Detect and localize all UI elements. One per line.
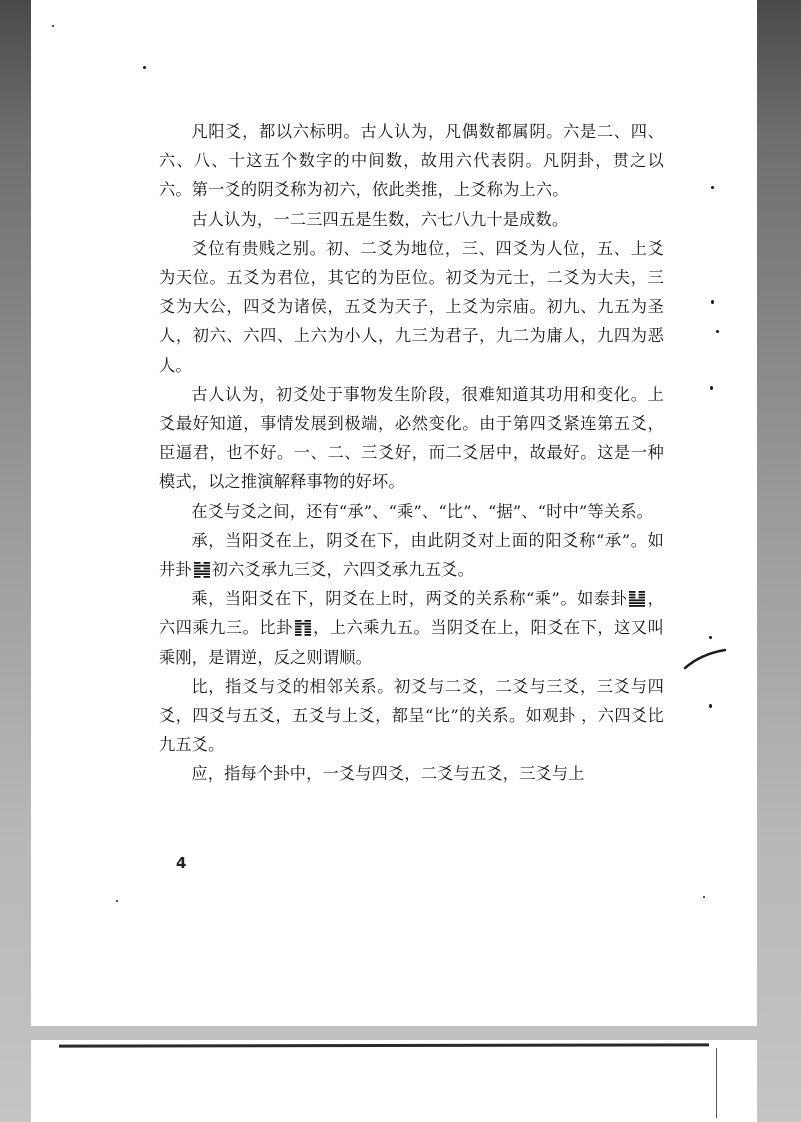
yin-line xyxy=(194,562,201,564)
jing-hexagram-icon xyxy=(194,561,210,578)
scan-speck xyxy=(52,25,54,27)
scan-speck xyxy=(711,300,714,304)
bi-hexagram-icon xyxy=(295,619,311,636)
scan-stroke-mark xyxy=(683,648,727,670)
yin-line xyxy=(629,597,636,599)
scan-speck xyxy=(709,704,712,708)
yin-line xyxy=(203,562,210,564)
text-segment: ，六四乘九三。比卦 xyxy=(159,589,664,638)
text-segment: 承，当阳爻在上，阴爻在下，由此阴爻对上面的阳爻称“承”。如井卦 xyxy=(159,530,664,580)
document-page xyxy=(31,0,757,1026)
yin-line xyxy=(295,620,302,622)
yin-line xyxy=(304,629,311,631)
yin-line xyxy=(295,634,302,636)
paragraph: 古人认为，一二三四五是生数，六七八九十是成数。 xyxy=(191,209,569,229)
yin-line xyxy=(639,597,646,599)
page-rule xyxy=(59,1043,709,1047)
scan-speck xyxy=(716,330,719,333)
yin-line xyxy=(203,568,210,570)
text-segment: 初六爻承九三爻，六四爻承九五爻。 xyxy=(211,560,474,580)
paragraph-ying: 应，指每个卦中，一爻与四爻，二爻与五爻，三爻与上 xyxy=(191,764,585,784)
yang-line xyxy=(194,565,210,567)
scan-speck xyxy=(143,66,146,69)
yin-line xyxy=(295,626,302,628)
yin-line xyxy=(194,568,201,570)
scan-speck xyxy=(116,900,118,902)
scan-speck xyxy=(709,636,712,639)
page-number: 4 xyxy=(176,854,187,872)
yin-line xyxy=(295,629,302,631)
yin-line xyxy=(304,634,311,636)
binding-marks xyxy=(716,1048,723,1118)
yin-line xyxy=(629,591,636,593)
scan-speck xyxy=(710,386,713,390)
scan-speck xyxy=(711,186,714,189)
paragraph-sheng xyxy=(159,584,664,672)
yin-line xyxy=(203,576,210,578)
yin-line xyxy=(304,620,311,622)
paragraph: 在爻与爻之间，还有“承”、“乘”、“比”、“据”、“时中”等关系。 xyxy=(191,501,654,521)
paragraph: 凡阳爻，都以六标明。古人认为，凡偶数都属阴。六是二、四、六、八、十这五个数字的中间数，故用六代表阴。凡阴卦，贯之以六。第一爻的阴爻称为初六，依此类推，上爻称为上六。 xyxy=(159,122,664,200)
tai-hexagram-icon xyxy=(629,590,645,607)
body-text xyxy=(159,117,664,789)
scan-speck xyxy=(703,896,705,898)
paragraph-bi: 比，指爻与爻的相邻关系。初爻与二爻，二爻与三爻，三爻与四爻，四爻与五爻，五爻与上爻，都呈“比”的关系。如观卦 ，六四爻比九五爻。 xyxy=(159,676,664,755)
paragraph-cheng xyxy=(159,526,664,584)
yang-line xyxy=(194,570,210,572)
yang-line xyxy=(629,602,645,604)
paragraph: 爻位有贵贱之别。初、二爻为地位，三、四爻为人位，五、上爻为天位。五爻为君位，其它的为臣位。初爻为元士，二爻为大夫，三爻为大公，四爻为诸侯，五爻为天子，上爻为宗庙。初九、九五为圣人，初六、六四、上六为小人，九三为君子，九二为庸人，九四为恶人。 xyxy=(159,238,664,375)
text-segment: 乘，当阳爻在下，阴爻在上时，两爻的关系称“乘”。如泰卦 xyxy=(191,589,628,609)
text-segment: ，上六乘九五。当阴爻在上，阳爻在下，这又叫乘刚，是谓逆，反之则谓顺。 xyxy=(159,618,664,667)
yin-line xyxy=(194,576,201,578)
yang-line xyxy=(629,600,645,602)
yang-line xyxy=(629,605,645,607)
yang-line xyxy=(295,623,311,625)
yin-line xyxy=(304,632,311,634)
next-page-edge xyxy=(31,1040,757,1122)
yin-line xyxy=(304,626,311,628)
yin-line xyxy=(639,591,646,593)
yin-line xyxy=(639,594,646,596)
yin-line xyxy=(295,632,302,634)
paragraph: 古人认为，初爻处于事物发生阶段，很难知道其功用和变化。上爻最好知道，事情发展到极端，必然变化。由于第四爻紧连第五爻，臣逼君，也不好。一、二、三爻好，而二爻居中，故最好。这是一种模式，以之推演解释事物的好坏。 xyxy=(159,384,664,492)
yang-line xyxy=(194,573,210,575)
yin-line xyxy=(629,594,636,596)
